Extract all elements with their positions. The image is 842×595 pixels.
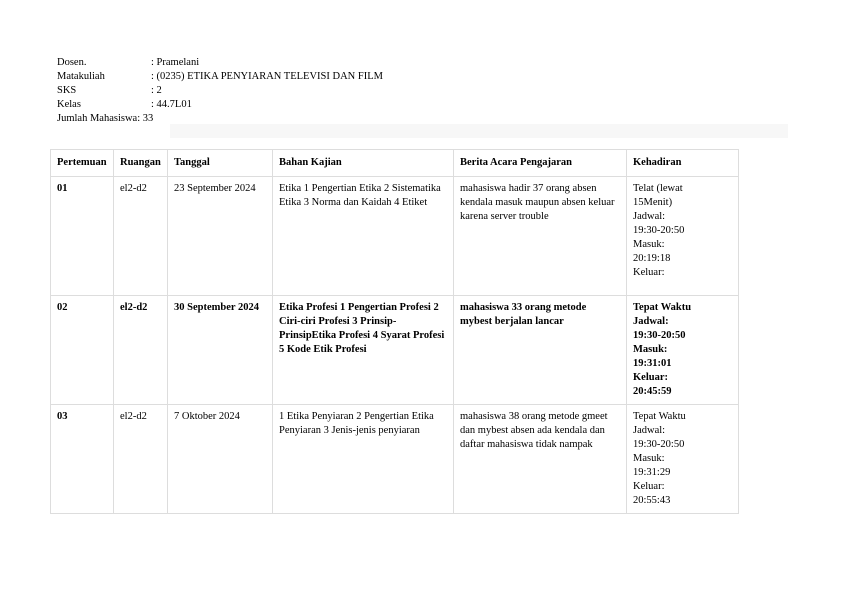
kehadiran-status: Tepat Waktu: [633, 302, 692, 313]
bahan-kajian-cell: 1 Etika Penyiaran 2 Pengertian Etika Penyiaran 3 Jenis-jenis penyiaran: [273, 405, 454, 514]
kelas-label: Kelas: [57, 99, 81, 110]
kehadiran-status-detail: 15Menit): [633, 197, 673, 208]
kehadiran-status: Telat (lewat: [633, 183, 683, 194]
table-row: [51, 405, 739, 514]
table-row: [51, 296, 739, 405]
table-row: [51, 177, 739, 296]
bahan-kajian-cell: Etika Profesi 1 Pengertian Profesi 2 Ciri-ciri Profesi 3 Prinsip-PrinsipEtika Profesi 4 Syarat Profesi 5 Kode Etik Profesi: [273, 296, 454, 405]
col-header-bahan-kajian: Bahan Kajian: [273, 150, 454, 177]
header-shading-band: [170, 124, 788, 138]
masuk-label: Masuk:: [633, 239, 665, 250]
tanggal-cell: 30 September 2024: [168, 296, 273, 405]
masuk-value: 20:19:18: [633, 253, 671, 264]
jadwal-value: 19:30-20:50: [633, 330, 686, 341]
col-header-kehadiran: Kehadiran: [627, 150, 739, 177]
matakuliah-value: : (0235) ETIKA PENYIARAN TELEVISI DAN FILM: [151, 71, 383, 82]
pertemuan-cell: 01: [51, 177, 114, 296]
ruangan-cell: el2-d2: [114, 177, 168, 296]
keluar-value: 20:45:59: [633, 386, 672, 397]
keluar-label: Keluar:: [633, 481, 665, 492]
sks-row: [57, 84, 383, 98]
attendance-table: [50, 149, 739, 514]
masuk-value: 19:31:01: [633, 358, 672, 369]
berita-acara-cell: mahasiswa 33 orang metode mybest berjalan lancar: [454, 296, 627, 405]
kehadiran-cell: [627, 405, 739, 514]
ruangan-cell: el2-d2: [114, 296, 168, 405]
kehadiran-status: Tepat Waktu: [633, 411, 686, 422]
keluar-label: Keluar:: [633, 267, 665, 278]
sks-label: SKS: [57, 85, 77, 96]
col-header-tanggal: Tanggal: [168, 150, 273, 177]
jadwal-label: Jadwal:: [633, 211, 666, 222]
pertemuan-cell: 03: [51, 405, 114, 514]
tanggal-cell: 23 September 2024: [168, 177, 273, 296]
berita-acara-cell: mahasiswa hadir 37 orang absen kendala masuk maupun absen keluar karena server trouble: [454, 177, 627, 296]
jadwal-value: 19:30-20:50: [633, 225, 685, 236]
masuk-label: Masuk:: [633, 344, 668, 355]
sks-value: : 2: [151, 85, 162, 96]
keluar-value: 20:55:43: [633, 495, 671, 506]
kehadiran-cell: [627, 177, 739, 296]
table-header-row: [51, 150, 739, 177]
kehadiran-cell: [627, 296, 739, 405]
tanggal-cell: 7 Oktober 2024: [168, 405, 273, 514]
course-info-header: [57, 56, 383, 126]
matakuliah-row: [57, 70, 383, 84]
keluar-label: Keluar:: [633, 372, 668, 383]
kelas-row: [57, 98, 383, 112]
masuk-label: Masuk:: [633, 453, 665, 464]
col-header-ruangan: Ruangan: [114, 150, 168, 177]
pertemuan-cell: 02: [51, 296, 114, 405]
dosen-label: Dosen.: [57, 57, 87, 68]
jumlah-mahasiswa-value: : 33: [137, 113, 154, 124]
jadwal-label: Jadwal:: [633, 425, 666, 436]
kelas-value: : 44.7L01: [151, 99, 192, 110]
col-header-berita-acara: Berita Acara Pengajaran: [454, 150, 627, 177]
jumlah-mahasiswa-label: Jumlah Mahasiswa: [57, 113, 138, 124]
dosen-value: : Pramelani: [151, 57, 200, 68]
bahan-kajian-cell: Etika 1 Pengertian Etika 2 Sistematika Etika 3 Norma dan Kaidah 4 Etiket: [273, 177, 454, 296]
col-header-pertemuan: Pertemuan: [51, 150, 114, 177]
jadwal-value: 19:30-20:50: [633, 439, 685, 450]
masuk-value: 19:31:29: [633, 467, 671, 478]
ruangan-cell: el2-d2: [114, 405, 168, 514]
berita-acara-cell: mahasiswa 38 orang metode gmeet dan mybest absen ada kendala dan daftar mahasiswa tidak nampak: [454, 405, 627, 514]
dosen-row: [57, 56, 383, 70]
jadwal-label: Jadwal:: [633, 316, 669, 327]
matakuliah-label: Matakuliah: [57, 71, 105, 82]
